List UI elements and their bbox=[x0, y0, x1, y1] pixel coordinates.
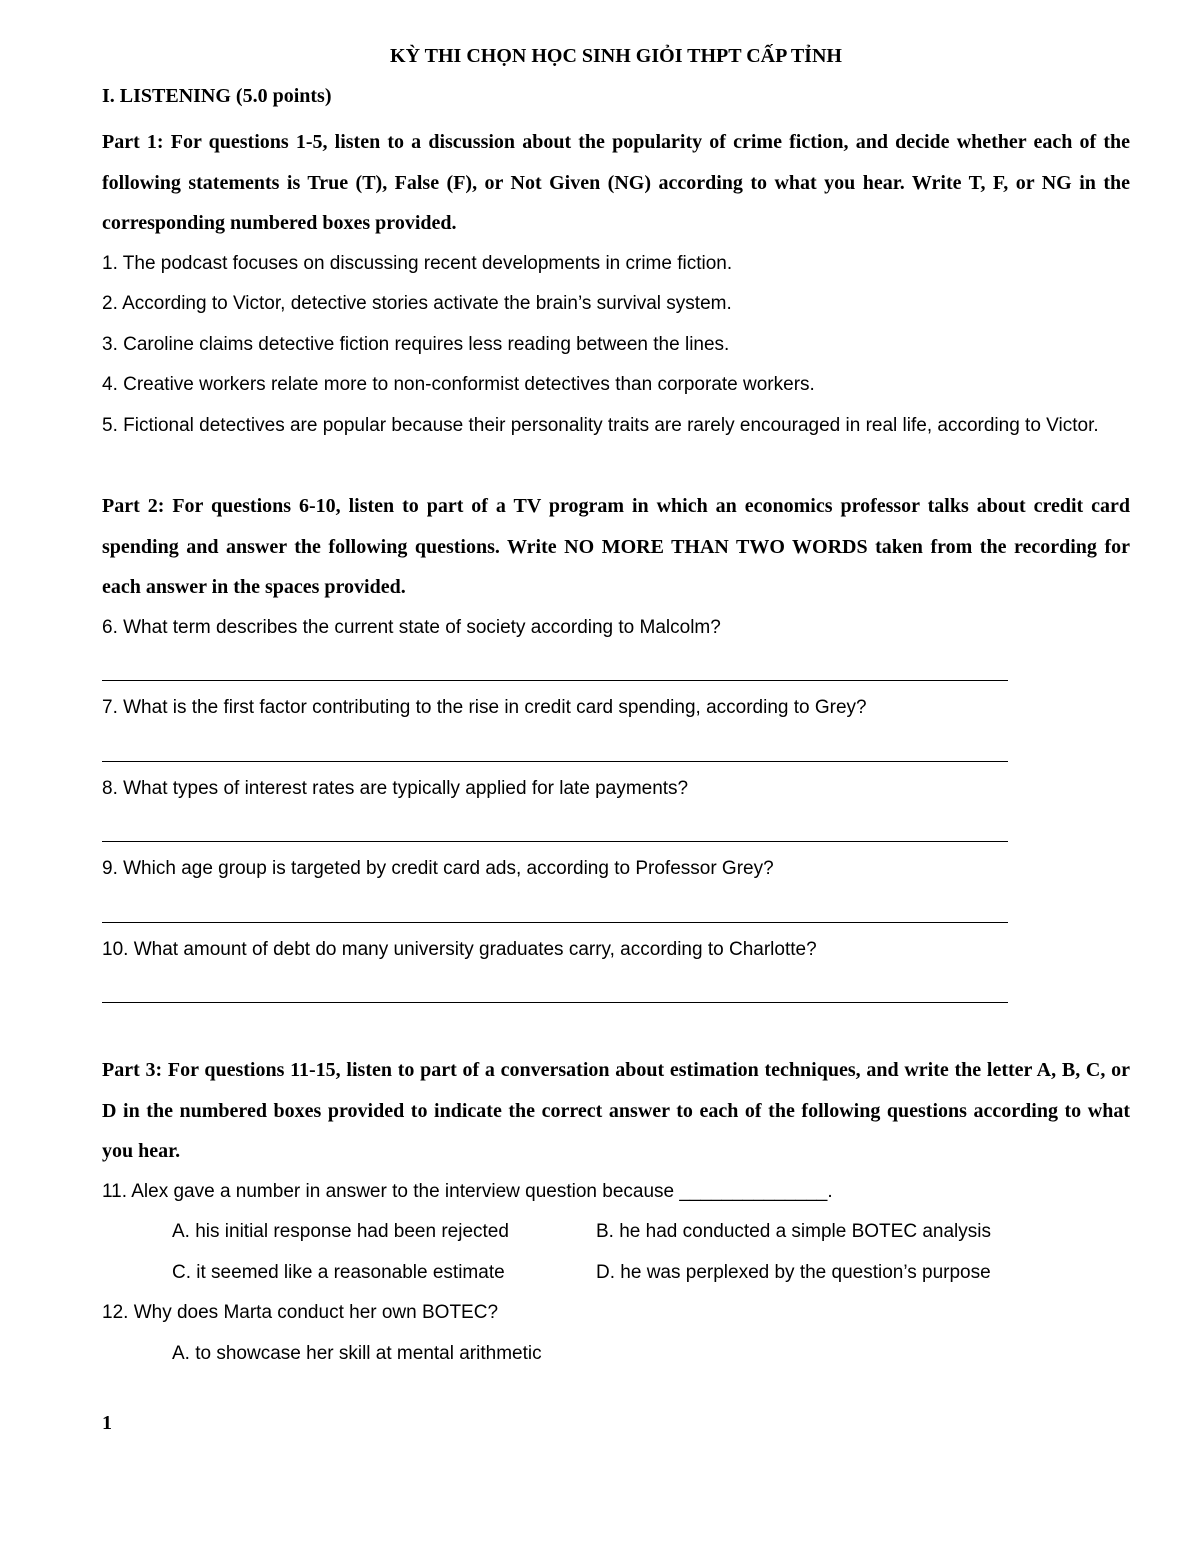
part1-instruction bbox=[102, 122, 1130, 244]
answer-line-10[interactable] bbox=[102, 970, 1008, 1010]
option-11a: A. his initial response had been rejected bbox=[172, 1221, 509, 1242]
question-5: 5. Fictional detectives are popular because their personality traits are rarely encouraged in real life, according to Victor. bbox=[102, 414, 1099, 436]
part1-instruction-text: For questions 1-5, listen to a discussion about the popularity of crime fiction, and decide whether each of the following statements is True (T), False (F), or Not Given (NG) according to what you hear. Write T, F, or NG in the corresponding numbered boxes provided. bbox=[102, 131, 1130, 234]
question-7: 7. What is the first factor contributing to the rise in credit card spending, according to Grey? bbox=[102, 697, 867, 718]
page-number: 1 bbox=[102, 1412, 112, 1434]
underline bbox=[102, 761, 1008, 762]
part2-label: Part 2: bbox=[102, 495, 165, 517]
answer-line-9[interactable] bbox=[102, 890, 1008, 930]
question-9: 9. Which age group is targeted by credit card ads, according to Professor Grey? bbox=[102, 858, 774, 879]
part3-instruction bbox=[102, 1050, 1130, 1172]
part2-instruction bbox=[102, 486, 1130, 608]
answer-line-6[interactable] bbox=[102, 648, 1008, 688]
part1-label: Part 1: bbox=[102, 131, 164, 153]
page-title: KỲ THI CHỌN HỌC SINH GIỎI THPT CẤP TỈNH bbox=[390, 45, 842, 67]
option-11d: D. he was perplexed by the question’s purpose bbox=[596, 1261, 991, 1283]
question-11-options-row-1 bbox=[102, 1212, 1130, 1253]
question-4: 4. Creative workers relate more to non-conformist detectives than corporate workers. bbox=[102, 374, 815, 395]
option-11c: C. it seemed like a reasonable estimate bbox=[172, 1261, 505, 1283]
part3-label: Part 3: bbox=[102, 1059, 163, 1081]
answer-line-8[interactable] bbox=[102, 809, 1008, 849]
underline bbox=[102, 1002, 1008, 1003]
exam-page bbox=[102, 42, 1130, 1374]
question-11: 11. Alex gave a number in answer to the interview question because ______________. bbox=[102, 1180, 833, 1202]
spacer bbox=[102, 1010, 1130, 1050]
question-6: 6. What term describes the current state of society according to Malcolm? bbox=[102, 616, 721, 638]
section-heading: I. LISTENING (5.0 points) bbox=[102, 85, 332, 107]
question-8: 8. What types of interest rates are typically applied for late payments? bbox=[102, 777, 689, 799]
spacer bbox=[102, 446, 1130, 486]
question-11-options-row-2 bbox=[102, 1253, 1130, 1294]
question-1: 1. The podcast focuses on discussing recent developments in crime fiction. bbox=[102, 252, 733, 274]
underline bbox=[102, 922, 1008, 923]
part2-instruction-text: For questions 6-10, listen to part of a TV program in which an economics professor talks about credit card spending and answer the following questions. Write NO MORE THAN TWO WORDS taken from the recording for each answer in the spaces provided. bbox=[102, 495, 1130, 598]
question-3: 3. Caroline claims detective fiction requires less reading between the lines. bbox=[102, 333, 730, 355]
question-12: 12. Why does Marta conduct her own BOTEC? bbox=[102, 1302, 499, 1323]
question-2: 2. According to Victor, detective stories activate the brain’s survival system. bbox=[102, 293, 732, 314]
part3-instruction-text: For questions 11-15, listen to part of a conversation about estimation techniques, and write the letter A, B, C, or D in the numbered boxes provided to indicate the correct answer to each of the following questions according to what you hear. bbox=[102, 1059, 1130, 1162]
option-12a: A. to showcase her skill at mental arithmetic bbox=[172, 1342, 542, 1364]
underline bbox=[102, 841, 1008, 842]
option-11b: B. he had conducted a simple BOTEC analysis bbox=[596, 1221, 991, 1242]
underline bbox=[102, 680, 1008, 681]
question-10: 10. What amount of debt do many university graduates carry, according to Charlotte? bbox=[102, 938, 817, 960]
answer-line-7[interactable] bbox=[102, 729, 1008, 769]
